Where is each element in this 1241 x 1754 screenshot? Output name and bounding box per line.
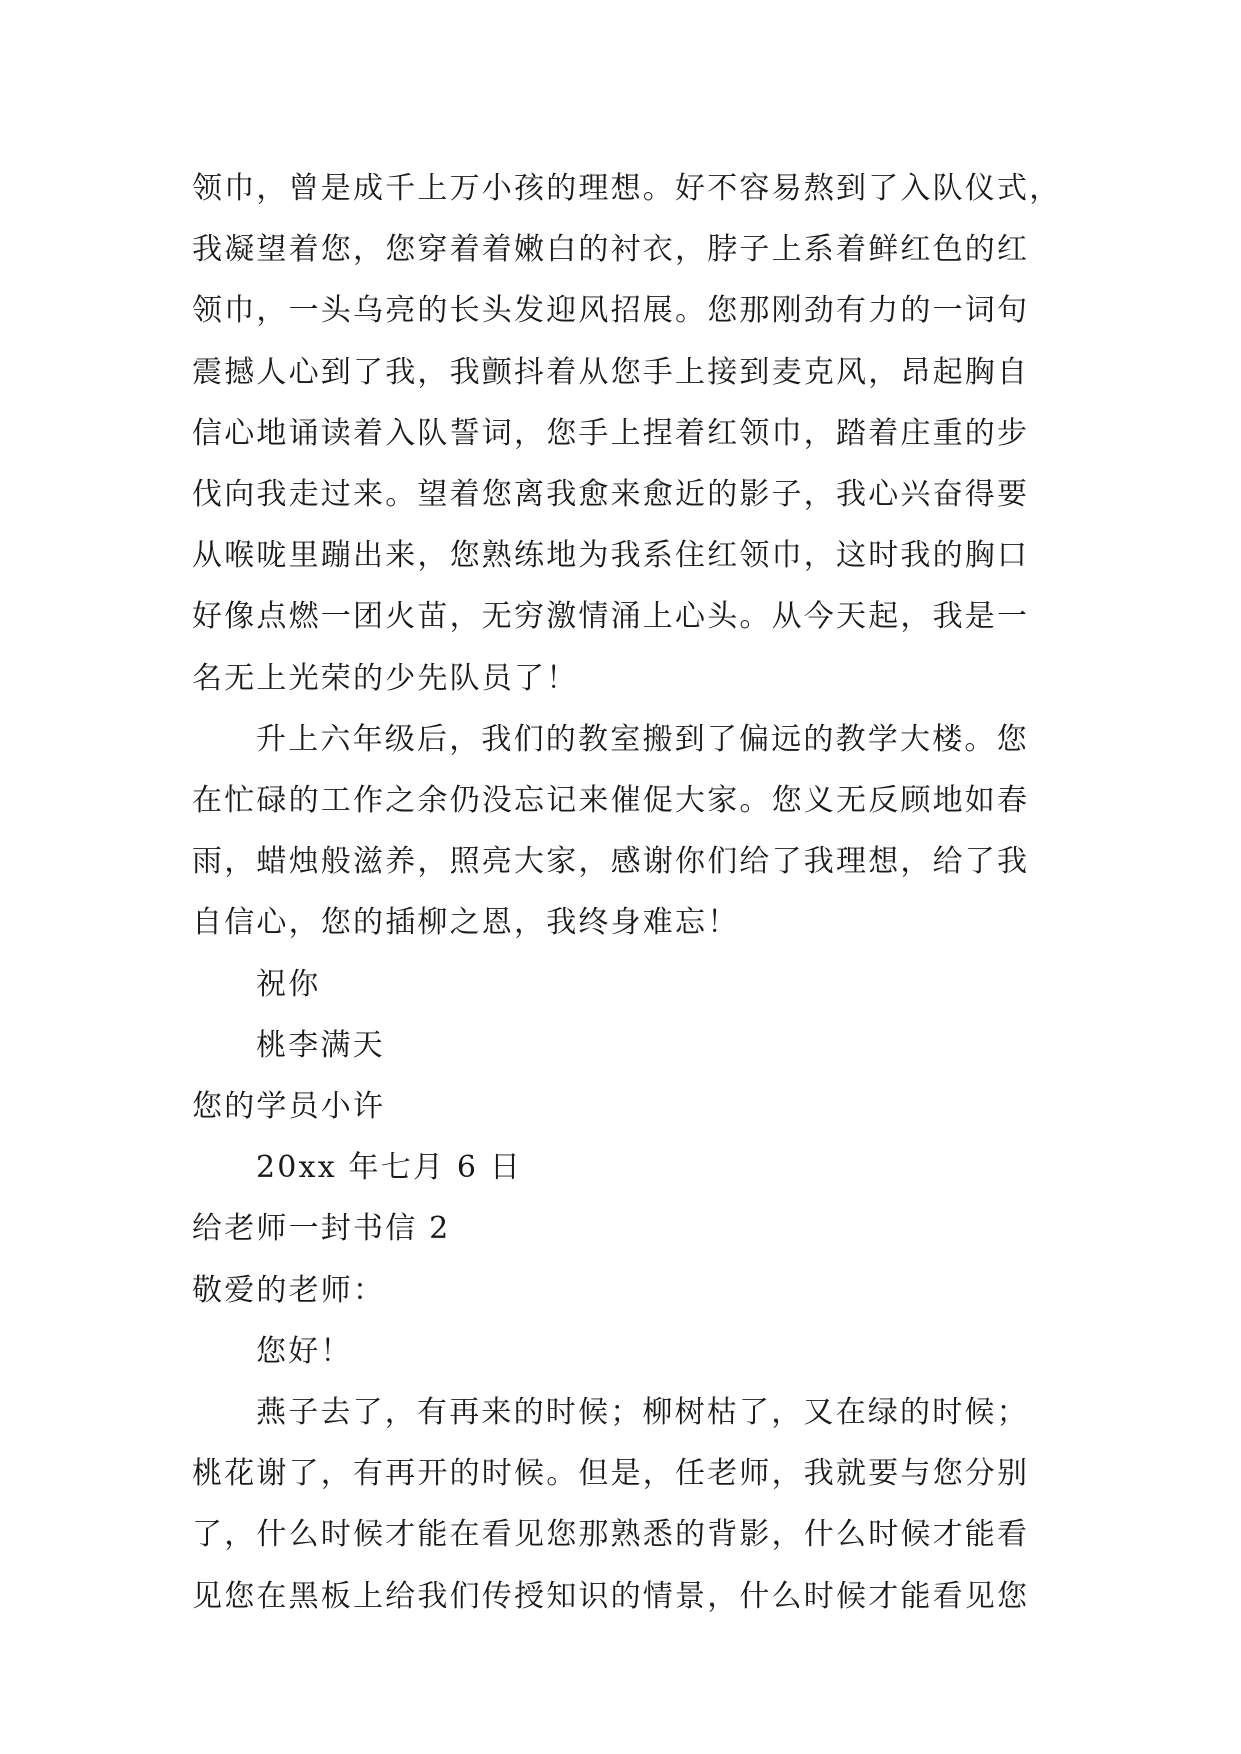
text-line: 雨，蜡烛般滋养，照亮大家，感谢你们给了我理想，给了我 bbox=[192, 844, 1030, 880]
text-line: 见您在黑板上给我们传授知识的情景，什么时候才能看见您 bbox=[192, 1578, 1030, 1614]
text-line: 在忙碌的工作之余仍没忘记来催促大家。您义无反顾地如春 bbox=[192, 783, 1030, 819]
text-line: 升上六年级后，我们的教室搬到了偏远的教学大楼。您 bbox=[256, 721, 1029, 757]
letter2-salutation: 敬爱的老师： bbox=[192, 1272, 386, 1308]
closing-wish: 祝你 bbox=[256, 966, 321, 1002]
text-line: 燕子去了，有再来的时候；柳树枯了，又在绿的时候； bbox=[256, 1395, 1029, 1431]
text-line: 自信心，您的插柳之恩，我终身难忘！ bbox=[192, 905, 740, 941]
text-line: 名无上光荣的少先队员了！ bbox=[192, 660, 579, 696]
text-line: 桃花谢了，有再开的时候。但是，任老师，我就要与您分别 bbox=[192, 1456, 1030, 1492]
document-body bbox=[192, 158, 1072, 1627]
signature: 您的学员小许 bbox=[192, 1089, 386, 1125]
letter2-title: 给老师一封书信 2 bbox=[192, 1211, 451, 1247]
text-line: 了，什么时候才能在看见您那熟悉的背影，什么时候才能看 bbox=[192, 1517, 1030, 1553]
letter-date: 20xx 年七月 6 日 bbox=[256, 1150, 523, 1186]
paragraph-letter2-body bbox=[192, 1382, 1072, 1627]
closing-phrase: 桃李满天 bbox=[256, 1027, 385, 1063]
letter2-greeting: 您好！ bbox=[256, 1333, 353, 1369]
text-line: 从喉咙里蹦出来，您熟练地为我系住红领巾，这时我的胸口 bbox=[192, 538, 1030, 574]
text-line: 领巾，曾是成千上万小孩的理想。好不容易熬到了入队仪式， bbox=[192, 171, 1062, 206]
text-line: 伐向我走过来。望着您离我愈来愈近的影子，我心兴奋得要 bbox=[192, 477, 1030, 513]
paragraph-sixth-grade bbox=[192, 709, 1072, 954]
text-line: 信心地诵读着入队誓词，您手上捏着红领巾，踏着庄重的步 bbox=[192, 415, 1030, 451]
paragraph-pioneer-ceremony bbox=[192, 158, 1072, 709]
text-line: 领巾，一头乌亮的长头发迎风招展。您那刚劲有力的一词句 bbox=[192, 293, 1030, 329]
text-line: 我凝望着您，您穿着着嫩白的衬衣，脖子上系着鲜红色的红 bbox=[192, 232, 1030, 268]
text-line: 好像点燃一团火苗，无穷激情涌上心头。从今天起，我是一 bbox=[192, 599, 1030, 635]
text-line: 震撼人心到了我，我颤抖着从您手上接到麦克风，昂起胸自 bbox=[192, 354, 1030, 390]
